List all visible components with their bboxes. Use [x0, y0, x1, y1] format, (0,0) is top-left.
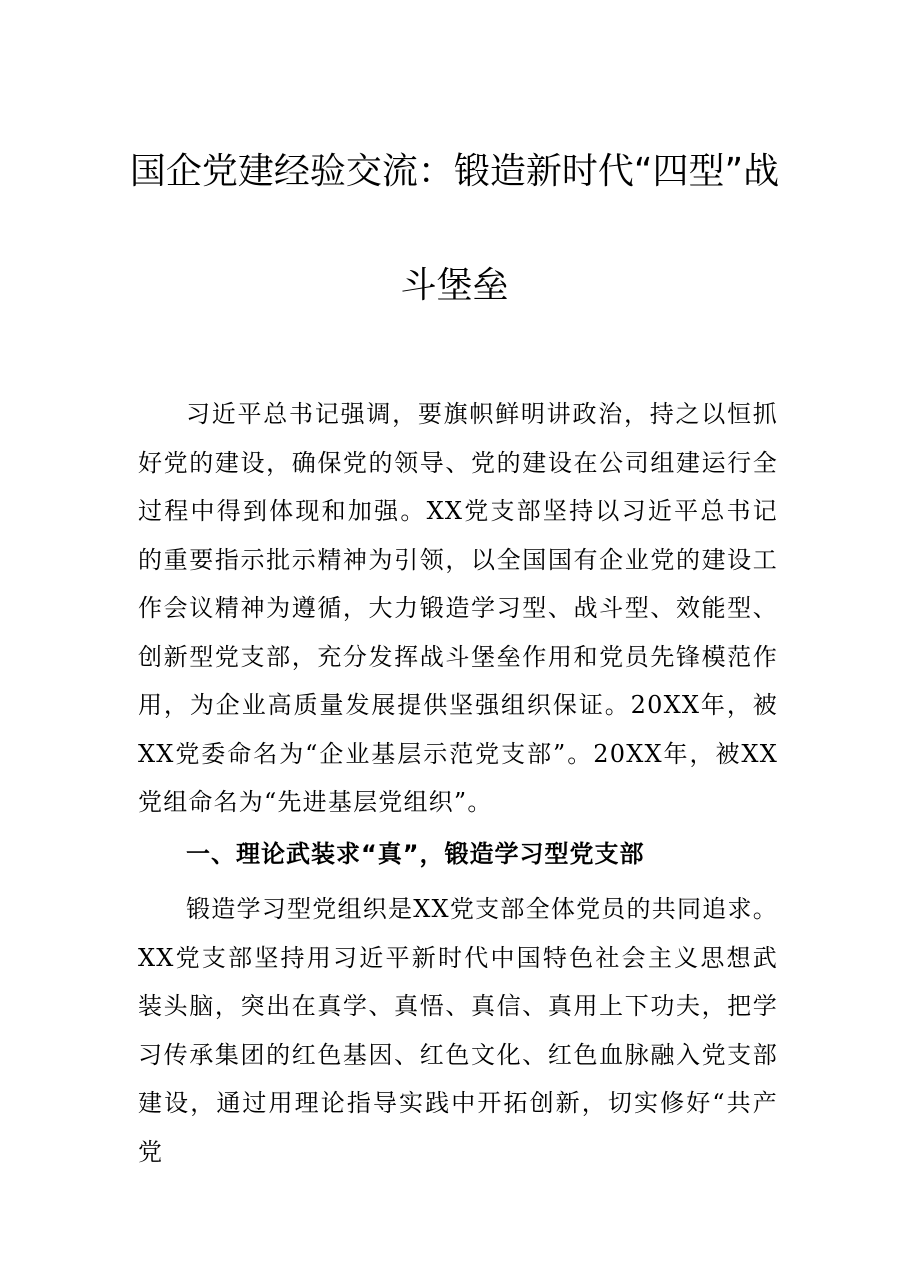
section-1-heading: 一、理论武装求“真”，锻造学习型党支部 [186, 840, 645, 868]
document-title-line-1: 国企党建经验交流：锻造新时代“四型”战 [129, 151, 780, 192]
intro-paragraph: 习近平总书记强调，要旗帜鲜明讲政治，持之以恒抓好党的建设，确保党的领导、党的建设在公司组建运行全过程中得到体现和加强。XX党支部坚持以习近平总书记的重要指示批示精神为引领，以全国国有企业党的建设工作会议精神为遵循，大力锻造学习型、战斗型、效能型、创新型党支部，充分发挥战斗堡垒作用和党员先锋模范作用，为企业高质量发展提供坚强组织保证。20XX年，被XX党委命名为“企业基层示范党支部”。20XX年，被XX党组命名为“先进基层党组织”。 [138, 400, 778, 816]
document-title-line-2: 斗堡垒 [400, 265, 509, 306]
section-1-paragraph: 锻造学习型党组织是XX党支部全体党员的共同追求。XX党支部坚持用习近平新时代中国特色社会主义思想武装头脑，突出在真学、真悟、真信、真用上下功夫，把学习传承集团的红色基因、红色文化、红色血脉融入党支部建设，通过用理论指导实践中开拓创新，切实修好“共产党 [138, 895, 778, 1166]
